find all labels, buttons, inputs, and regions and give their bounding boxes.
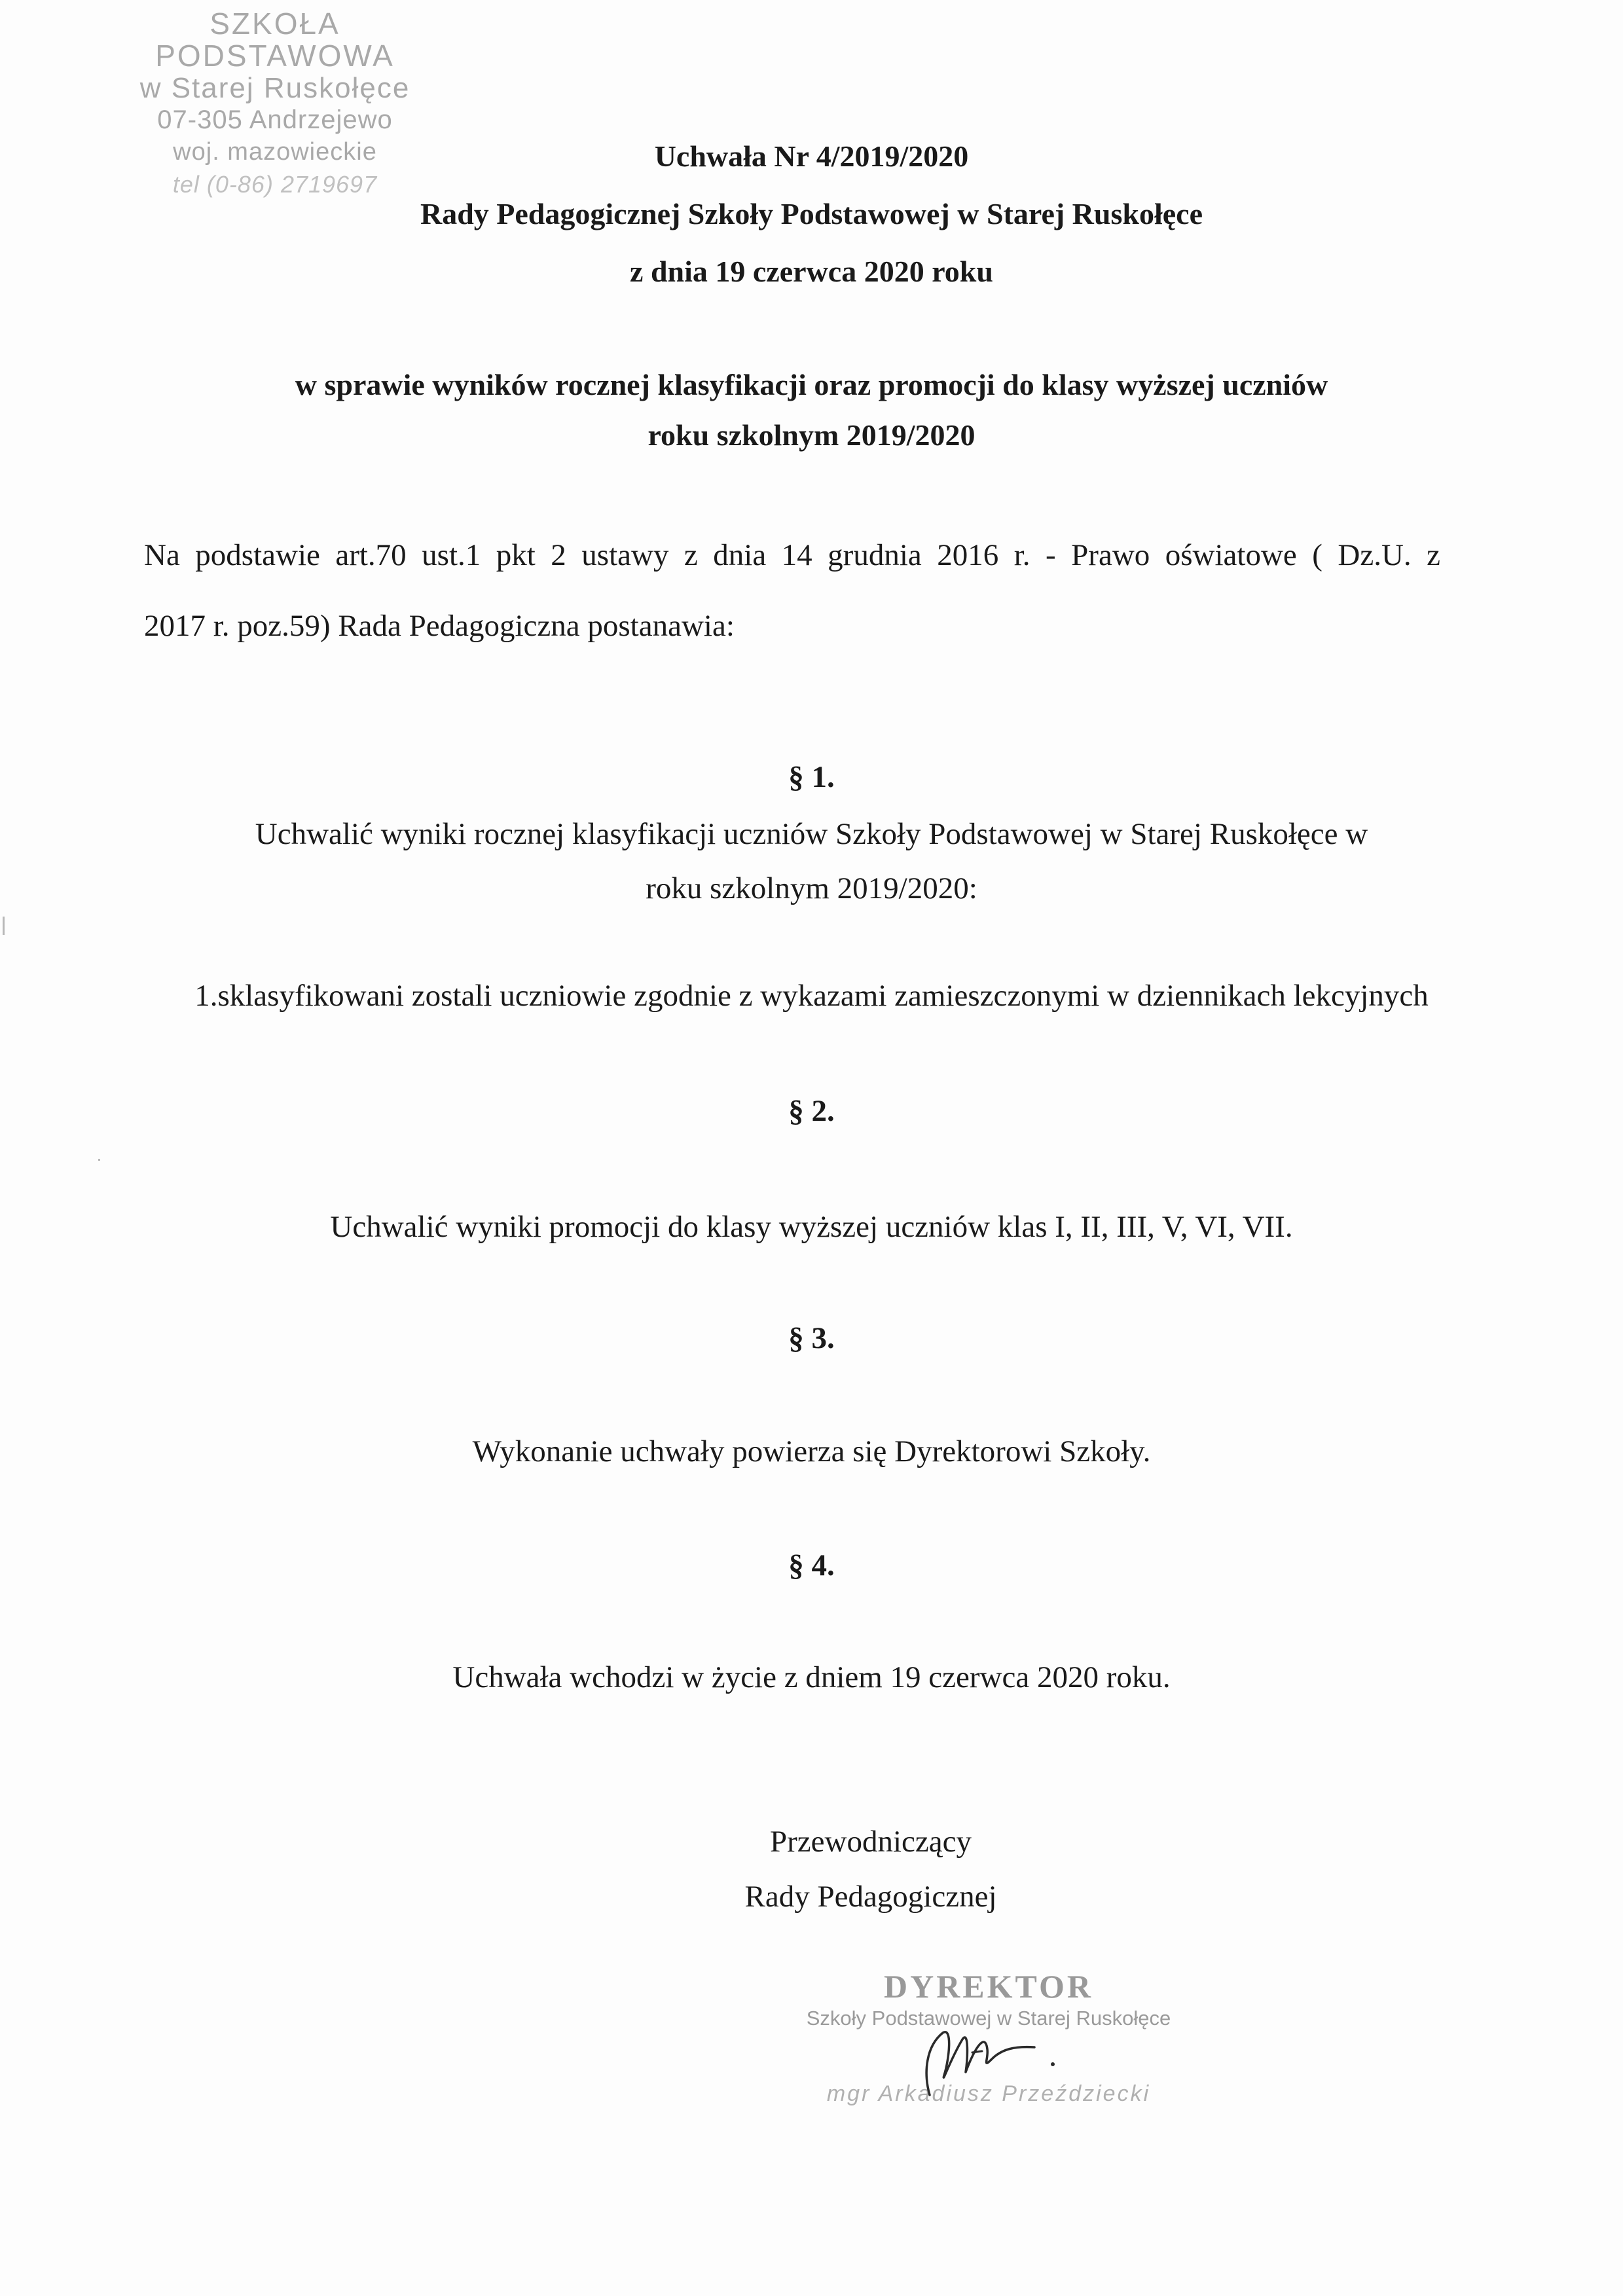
stamp-school: Szkoły Podstawowej w Starej Ruskołęce bbox=[806, 2007, 1171, 2030]
stamp-line: SZKOŁA PODSTAWOWA bbox=[155, 7, 395, 73]
stamp-name: mgr Arkadiusz Przeździecki bbox=[826, 2081, 1151, 2106]
preamble bbox=[144, 520, 1440, 661]
subject-line: w sprawie wyników rocznej klasyfikacji oraz promocji do klasy wyższej uczniów bbox=[295, 368, 1328, 401]
preamble-line: 2017 r. poz.59) Rada Pedagogiczna postanawia: bbox=[144, 609, 735, 643]
section-text: Wykonanie uchwały powierza się Dyrektorowi Szkoły. bbox=[472, 1434, 1151, 1468]
section-text: Uchwalić wyniki promocji do klasy wyższej uczniów klas I, II, III, V, VI, VII. bbox=[330, 1210, 1293, 1244]
resolution-title: Uchwała Nr 4/2019/2020 bbox=[654, 139, 969, 173]
section-symbol: § 1. bbox=[788, 760, 835, 794]
subject-line: roku szkolnym 2019/2020 bbox=[647, 418, 976, 452]
stamp-line: tel (0-86) 2719697 bbox=[172, 171, 378, 198]
stamp-line: w Starej Ruskołęce bbox=[139, 72, 410, 104]
council-name: Rady Pedagogicznej Szkoły Podstawowej w Starej Ruskołęce bbox=[420, 197, 1203, 230]
scan-artifact bbox=[3, 917, 5, 935]
section-symbol: § 4. bbox=[788, 1548, 835, 1582]
signature-title: Przewodniczący bbox=[770, 1825, 972, 1859]
handwritten-signature bbox=[903, 2020, 1067, 2105]
section-text: roku szkolnym 2019/2020: bbox=[646, 871, 977, 905]
stamp-title: DYREKTOR bbox=[883, 1968, 1093, 2005]
stamp-line: woj. mazowieckie bbox=[173, 138, 377, 166]
section-symbol: § 2. bbox=[788, 1094, 835, 1128]
section-text: Uchwalić wyniki rocznej klasyfikacji uczniów Szkoły Podstawowej w Starej Ruskołęce w bbox=[255, 817, 1368, 851]
stamp-line: 07-305 Andrzejewo bbox=[157, 105, 393, 134]
section-text: Uchwała wchodzi w życie z dniem 19 czerwca 2020 roku. bbox=[452, 1660, 1171, 1694]
scan-artifact bbox=[98, 1159, 100, 1161]
section-item: 1.sklasyfikowani zostali uczniowie zgodnie z wykazami zamieszczonymi w dziennikach lekcyjnych bbox=[194, 979, 1429, 1013]
section-symbol: § 3. bbox=[788, 1321, 835, 1355]
resolution-date: z dnia 19 czerwca 2020 roku bbox=[630, 255, 993, 288]
signature-title: Rady Pedagogicznej bbox=[744, 1880, 997, 1914]
preamble-line: Na podstawie art.70 ust.1 pkt 2 ustawy z dnia 14 grudnia 2016 r. - Prawo oświatowe ( Dz.U. z bbox=[144, 538, 1440, 572]
